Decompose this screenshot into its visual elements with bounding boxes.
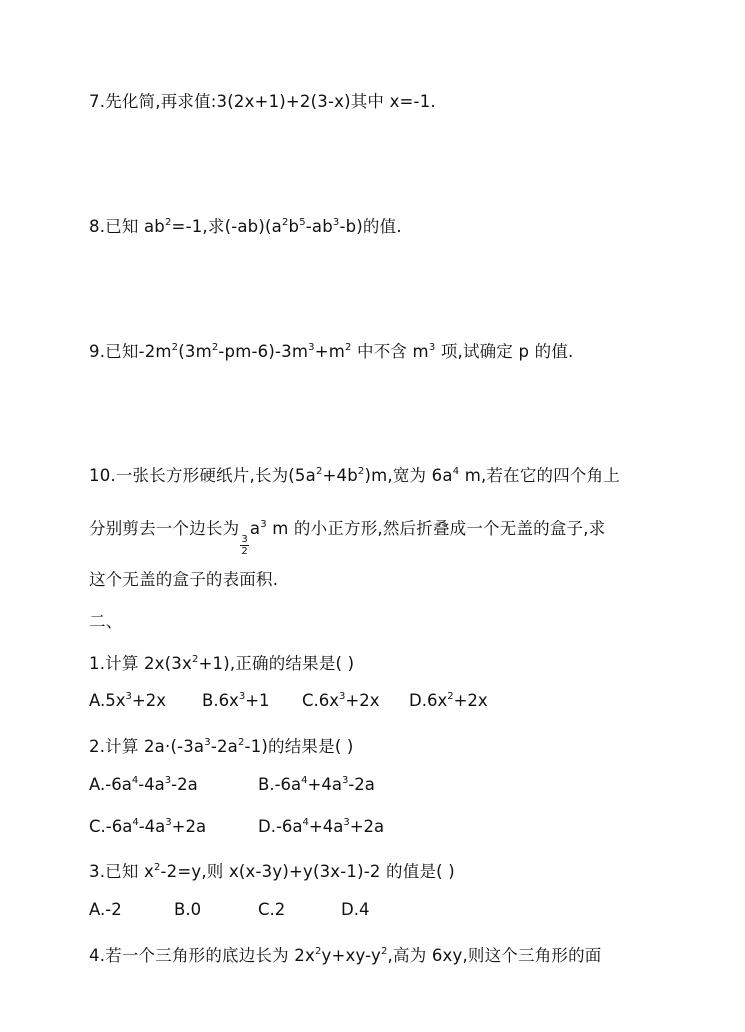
problem-10-text: m,若在它的四个角上 [459, 466, 621, 485]
question-text: +1),正确的结果是( ) [198, 654, 355, 673]
exponent: 3 [308, 342, 315, 353]
exponent: 5 [299, 217, 306, 228]
question-text: -2=y,则 x(x-3y)+y(3x-1)-2 的值是( ) [160, 862, 455, 881]
exponent: 3 [260, 519, 267, 530]
problem-10-text: 分别剪去一个边长为 [89, 519, 240, 538]
fraction [240, 534, 249, 557]
problem-10-line-1 [89, 462, 620, 486]
option-b: B.0 [174, 900, 202, 919]
problem-10-line-2 [89, 515, 605, 557]
question-3 [89, 858, 455, 882]
exponent: 2 [164, 217, 172, 228]
option-b: $B.-6a^4+4a^3-2a$ [258, 775, 375, 794]
question-text: 1.计算 2x(3x [89, 654, 192, 673]
option-b: $B.6x^3+1$ [202, 691, 270, 710]
section-heading-text: 二、 [89, 612, 123, 631]
exponent: 3 [332, 217, 340, 228]
problem-7-text: 7.先化简,再求值:3(2x+1)+2(3-x)其中 x=-1. [89, 92, 436, 111]
problem-9-text: 项,试确定 p 的值. [435, 342, 574, 361]
question-text: -2a [210, 737, 238, 756]
exponent: 3 [204, 737, 211, 748]
problem-10-text: +4b [322, 466, 358, 485]
exponent: 2 [315, 466, 323, 477]
option-c: C.2 [258, 900, 286, 919]
question-4 [89, 942, 602, 966]
problem-8-text: -b)的值. [339, 217, 402, 236]
option-a: $A.5x^3+2x$ [89, 691, 166, 710]
exponent: 2 [171, 342, 179, 353]
problem-8 [89, 213, 402, 237]
problem-8-text: -ab [305, 217, 333, 236]
option-d: D.4 [341, 900, 370, 919]
problem-10-text: m 的小正方形,然后折叠成一个无盖的盒子,求 [266, 519, 606, 538]
question-text: -1)的结果是( ) [244, 737, 354, 756]
exponent: 2 [211, 342, 219, 353]
question-2 [89, 733, 354, 757]
question-text: 3.已知 x [89, 862, 154, 881]
option-c: $C.6x^3+2x$ [302, 691, 380, 710]
exponent: 2 [357, 466, 365, 477]
option-d: $D.6x^2+2x$ [409, 691, 488, 710]
problem-10-text: 10.一张长方形硬纸片,长为(5a [89, 466, 316, 485]
exponent: 2 [191, 654, 199, 665]
exponent: 2 [237, 737, 245, 748]
question-text: ,高为 6xy,则这个三角形的面 [387, 946, 602, 965]
option-a: A.-2 [89, 900, 122, 919]
problem-9-text: +m [314, 342, 345, 361]
problem-10-text: )m,宽为 6a [364, 466, 453, 485]
problem-9-text: (3m [178, 342, 212, 361]
question-text: y+xy-y [321, 946, 381, 965]
fraction-denominator: 2 [241, 546, 248, 557]
exponent: 2 [345, 342, 352, 353]
problem-10-text: a [249, 519, 261, 538]
problem-9-text: 9.已知-2m [89, 342, 172, 361]
section-heading [89, 608, 122, 632]
problem-7 [89, 88, 436, 112]
exponent: 2 [380, 946, 388, 957]
fraction-numerator: 3 [241, 534, 248, 545]
exponent: 4 [452, 466, 460, 477]
question-text: 2.计算 2a·(-3a [89, 737, 205, 756]
option-d: $D.-6a^4+4a^3+2a$ [258, 817, 385, 836]
exponent: 2 [314, 946, 322, 957]
problem-9-text: -pm-6)-3m [218, 342, 309, 361]
problem-9 [89, 338, 574, 362]
problem-8-text: 8.已知 ab [89, 217, 165, 236]
problem-8-text: =-1,求(-ab)(a [171, 217, 282, 236]
exponent: 2 [153, 862, 161, 873]
option-a: $A.-6a^4-4a^3-2a$ [89, 775, 198, 794]
question-1 [89, 650, 354, 674]
problem-10-text: 这个无盖的盒子的表面积. [89, 570, 279, 589]
problem-8-text: b [288, 217, 300, 236]
exponent: 3 [428, 342, 436, 353]
question-text: 4.若一个三角形的底边长为 2x [89, 946, 315, 965]
exponent: 2 [281, 217, 289, 228]
problem-9-text: 中不含 m [351, 342, 429, 361]
option-c: $C.-6a^4-4a^3+2a$ [89, 817, 207, 836]
problem-10-line-3 [89, 566, 278, 590]
